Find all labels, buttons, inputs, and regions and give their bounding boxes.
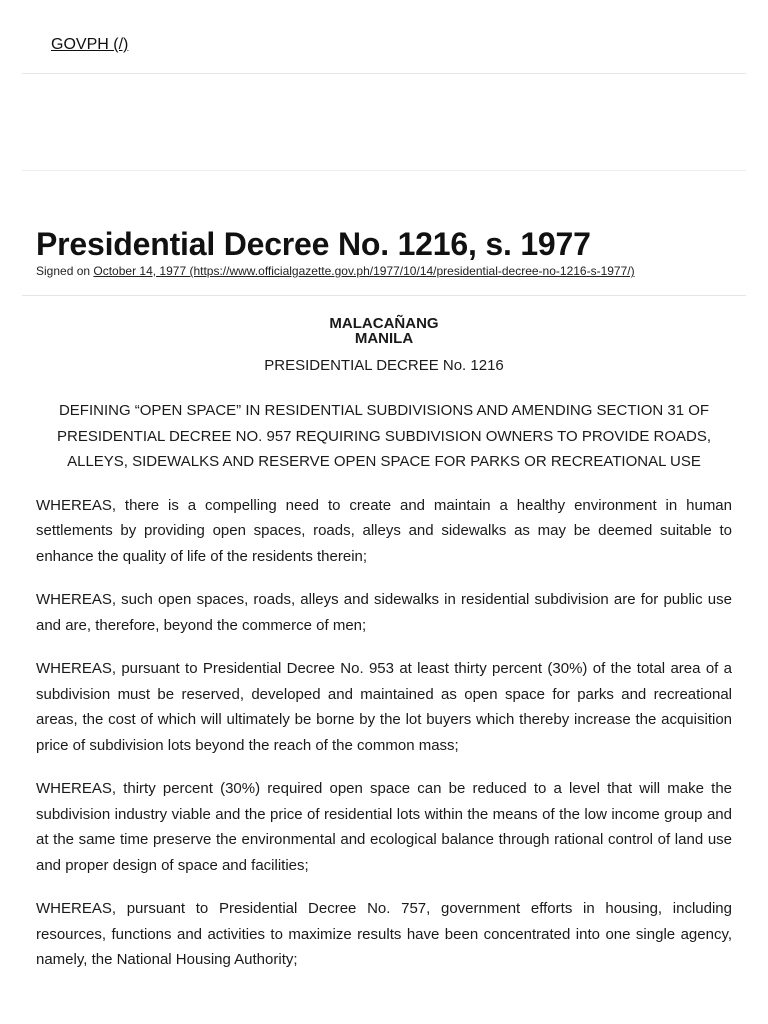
title-block: [22, 171, 746, 296]
decree-caption: DEFINING “OPEN SPACE” IN RESIDENTIAL SUBDIVISIONS AND AMENDING SECTION 31 OF PRESIDENTIAL DECREE NO. 957 REQUIRING SUBDIVISION OWNERS TO PROVIDE ROADS, ALLEYS, SIDEWALKS AND RESERVE OPEN SPACE FOR PARKS OR RECREATIONAL USE: [56, 402, 712, 471]
office-heading-line1: MALACAÑANG: [329, 315, 439, 332]
govph-home-link[interactable]: GOVPH (/): [51, 36, 129, 53]
whereas-paragraph: WHEREAS, there is a compelling need to create and maintain a healthy environment in human settlements by providing open spaces, roads, alleys and sidewalks as may be deemed suitable to enhance the quality of life of the residents therein;: [36, 496, 732, 565]
page-title: Presidential Decree No. 1216, s. 1977: [36, 226, 591, 262]
signed-prefix: Signed on: [36, 264, 94, 278]
decree-number: PRESIDENTIAL DECREE No. 1216: [264, 357, 504, 374]
office-heading-line2: MANILA: [354, 330, 414, 347]
whereas-paragraph: WHEREAS, pursuant to Presidential Decree No. 953 at least thirty percent (30%) of the total area of a subdivision must be reserved, developed and maintained as open space for parks and recreational areas, the cost of which will ultimately be borne by the lot buyers which thereby increase the acquisition price of subdivision lots beyond the reach of the common mass;: [36, 660, 732, 754]
whereas-paragraph: WHEREAS, such open spaces, roads, alleys and sidewalks in residential subdivision are for public use and are, therefore, beyond the commerce of men;: [36, 591, 732, 634]
whereas-paragraph: WHEREAS, pursuant to Presidential Decree No. 757, government efforts in housing, including resources, functions and activities to maximize results have been concentrated into one single agency, namely, the National Housing Authority;: [36, 900, 732, 969]
whereas-paragraph: WHEREAS, thirty percent (30%) required open space can be reduced to a level that will make the subdivision industry viable and the price of residential lots within the means of the low income group and at the same time preserve the environmental and ecological balance through rational control of land use and proper design of space and facilities;: [36, 780, 732, 874]
top-navigation-bar: [22, 0, 746, 74]
document-body: [36, 316, 732, 973]
signed-date-link[interactable]: October 14, 1977 (https://www.officialgazette.gov.ph/1977/10/14/presidential-decree-no-1216-s-1977/): [93, 264, 635, 278]
signed-date-line: [36, 264, 635, 278]
banner-area: [22, 74, 746, 171]
